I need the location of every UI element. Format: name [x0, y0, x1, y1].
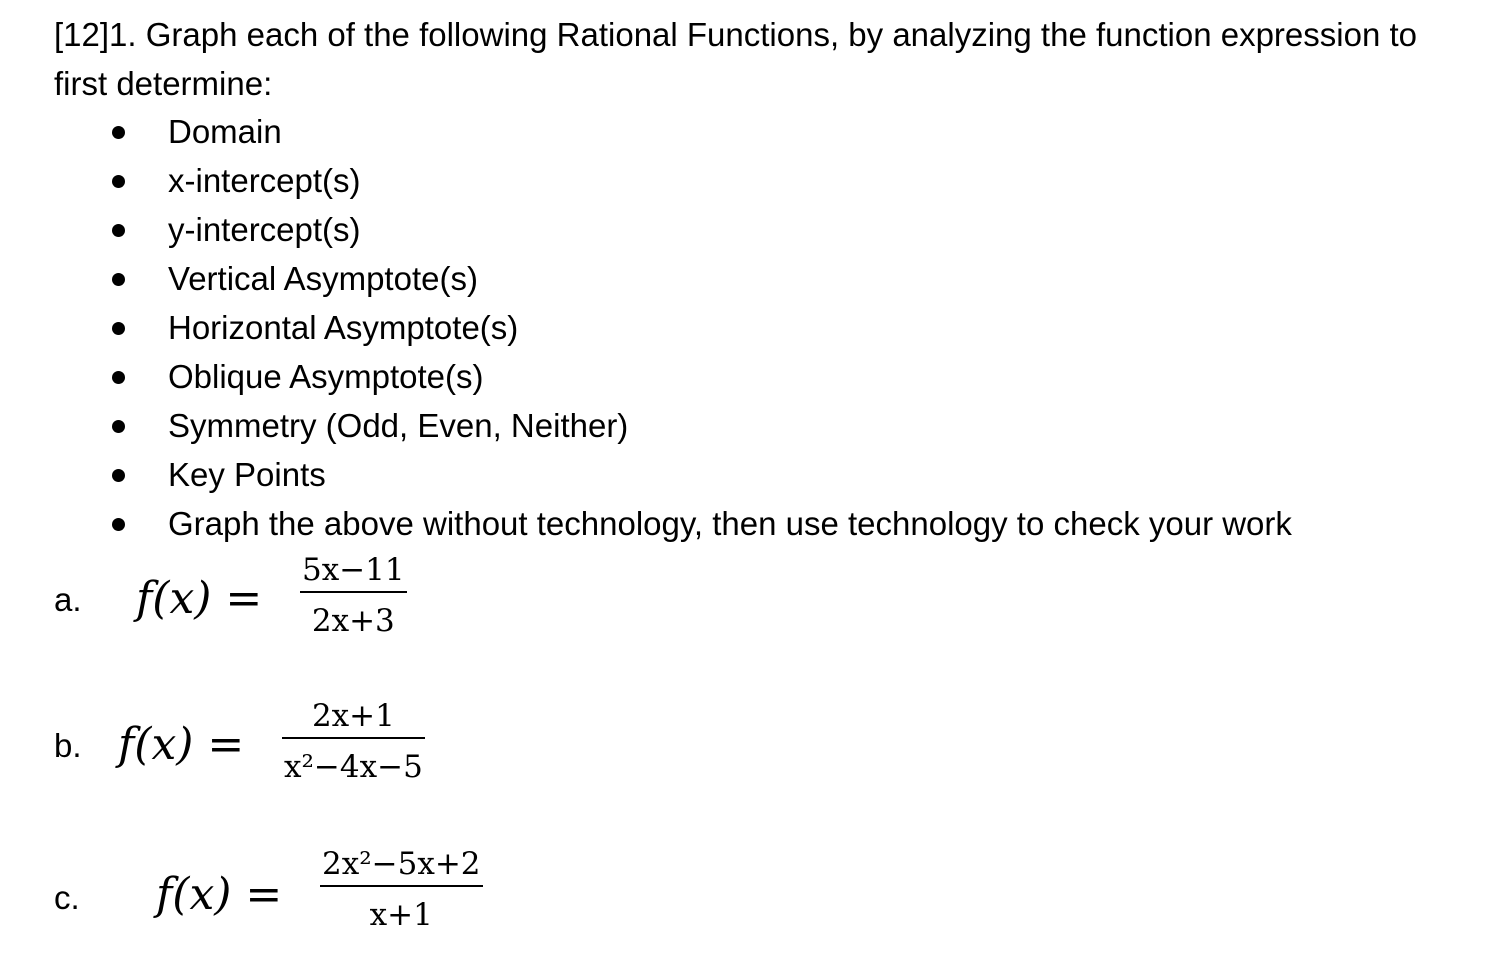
function-lhs — [156, 870, 282, 920]
bullet-icon — [112, 175, 125, 188]
list-item-label: x-intercept(s) — [168, 162, 361, 199]
list-item-label: Symmetry (Odd, Even, Neither) — [168, 407, 629, 444]
bullet-icon — [112, 224, 125, 237]
bullet-icon — [112, 126, 125, 139]
bullet-icon — [112, 371, 125, 384]
bullet-icon — [112, 322, 125, 335]
bullet-icon — [112, 420, 125, 433]
question-intro: [12]1. Graph each of the following Rational Functions, by analyzing the function expression to first determine: — [54, 16, 1417, 102]
denominator: x+1 — [369, 897, 433, 933]
denominator: 2x+3 — [311, 603, 395, 639]
numerator: 2x²−5x+2 — [322, 846, 481, 882]
bullet-icon — [112, 518, 125, 531]
bullet-icon — [112, 469, 125, 482]
function-lhs-text: f(x) = — [118, 719, 245, 770]
fraction — [300, 552, 407, 639]
bullet-icon — [112, 273, 125, 286]
list-item-label: Vertical Asymptote(s) — [168, 260, 478, 297]
numerator: 5x−11 — [302, 552, 405, 588]
list-item-label: y-intercept(s) — [168, 211, 361, 248]
fraction — [320, 846, 483, 933]
denominator: x²−4x−5 — [284, 749, 423, 785]
list-item-label: Domain — [168, 113, 282, 150]
problem-label: a. — [54, 581, 82, 618]
list-item-label: Graph the above without technology, then use technology to check your work — [168, 505, 1292, 542]
function-lhs-text: f(x) = — [136, 573, 263, 624]
list-item-label: Key Points — [168, 456, 326, 493]
list-item-label: Oblique Asymptote(s) — [168, 358, 484, 395]
function-lhs — [118, 720, 244, 770]
function-lhs — [136, 574, 262, 624]
problem-label: b. — [54, 727, 82, 764]
list-item-label: Horizontal Asymptote(s) — [168, 309, 519, 346]
fraction — [282, 698, 425, 785]
problem-label: c. — [54, 879, 80, 916]
function-lhs-text: f(x) = — [156, 869, 283, 920]
numerator: 2x+1 — [311, 698, 395, 734]
